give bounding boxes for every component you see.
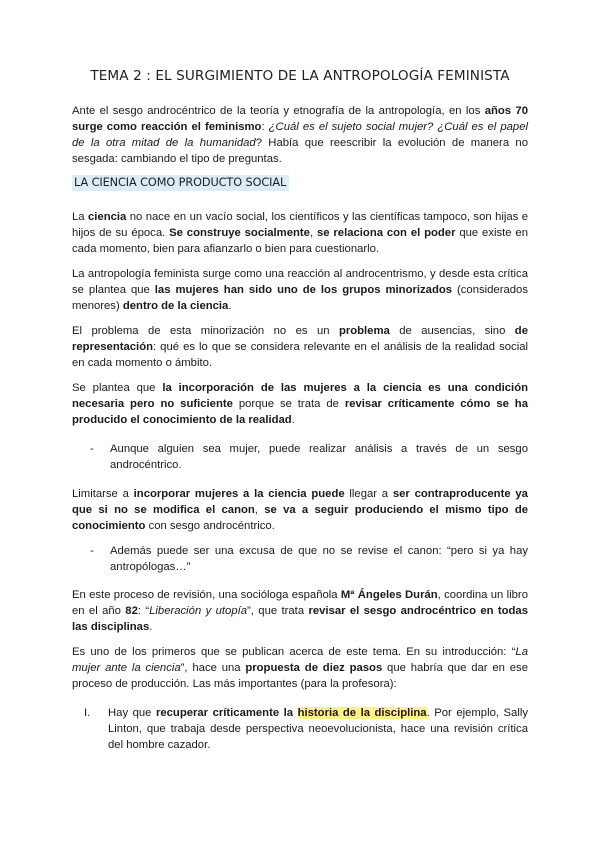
p3-text-1: El problema de esta minorización no es un [72, 325, 339, 337]
p3-bold-1: problema [338, 325, 390, 337]
p5-bold-3: se va a seguir produciendo el mismo tipo de conocimiento [72, 504, 528, 532]
p3-text-3: : qué es lo que se considera relevante en el análisis de la realidad social en cada momento o ámbito. [72, 341, 528, 369]
p5-text-3: , [254, 504, 265, 516]
paragraph-ciencia [72, 209, 528, 257]
p5-text-4: con sesgo androcéntrico. [145, 520, 275, 532]
bullet-marker: - [90, 443, 94, 455]
bullet-marker: - [90, 545, 94, 557]
page-title: TEMA 2 : EL SURGIMIENTO DE LA ANTROPOLOGÍA FEMINISTA [90, 68, 510, 84]
p2-bold-1: las mujeres han sido uno de los grupos minorizados [154, 284, 453, 296]
paragraph-antropologia [72, 266, 528, 314]
p2-text-2: (considerados menores) [72, 284, 528, 312]
intro-text-1: Ante el sesgo androcéntrico de la teoría y etnografía de la antropología, en los [72, 105, 485, 117]
intro-paragraph [72, 103, 528, 167]
bullet-text: Aunque alguien sea mujer, puede realizar análisis a través de un sesgo androcéntrico. [110, 443, 528, 471]
p7-bold-1: propuesta de diez pasos [245, 662, 383, 674]
p1-text-1: La [72, 211, 88, 223]
p2-text-3: . [228, 300, 232, 312]
item1-text-3: . Por ejemplo, Sally Linton, que trabaja desde perspectiva neoevolucionista, hace una revisión crítica del hombre cazador. [108, 707, 529, 751]
p1-bold-1: ciencia [88, 211, 127, 223]
p4-text-2: porque se trata de [232, 398, 345, 410]
p6-bold-3: revisar el sesgo androcéntrico en todas las disciplinas [72, 605, 529, 633]
p6-text-3: : “ [137, 605, 150, 617]
intro-text-2: : [261, 121, 269, 133]
p3-text-2: de ausencias, sino [389, 325, 515, 337]
paragraph-incorporacion [72, 380, 528, 428]
p7-italic-1: La mujer ante la ciencia [72, 646, 528, 674]
bullet-text: Además puede ser una excusa de que no se revise el canon: “pero si ya hay antropólogas…” [110, 545, 528, 573]
item1-bold-1: recuperar críticamente la [155, 707, 294, 719]
section-heading: LA CIENCIA COMO PRODUCTO SOCIAL [72, 175, 289, 191]
p1-text-2: no nace en un vacío social, los científicos y las científicas tampoco, son hijas e hijos de su época. [72, 211, 528, 239]
item1-text-1: Hay que [108, 707, 156, 719]
p2-text-1: La antropología feminista surge como una reacción al androcentrismo, y desde esta crítica se plantea que [72, 268, 528, 296]
p6-text-4: ”, que trata [247, 605, 309, 617]
p4-text-1: Se plantea que [72, 382, 163, 394]
intro-text-3: ? Había que reescribir la evolución de manera no sesgada: cambiando el tipo de preguntas. [72, 137, 528, 165]
p7-text-3: que habría que dar en ese proceso de producción. Las más importantes (para la profesora): [72, 662, 528, 690]
paragraph-revision [72, 587, 528, 635]
p5-bold-2: ser contraproducente ya que si no se modifica el canon [72, 488, 528, 516]
p7-text-2: ”, hace una [180, 662, 246, 674]
intro-bold-1: años 70 surge como reacción el feminismo [72, 105, 528, 133]
p5-text-2: llegar a [344, 488, 393, 500]
p3-bold-2: de representación [72, 325, 528, 353]
paragraph-limitarse [72, 486, 528, 534]
p1-text-3: , [309, 227, 317, 239]
p6-text-5: . [149, 621, 153, 633]
intro-italic-1: ¿Cuál es el sujeto social mujer? ¿Cuál es el papel de la otra mitad de la humanidad [72, 121, 528, 149]
p7-text-1: Es uno de los primeros que se publican acerca de este tema. En su introducción: “ [72, 646, 516, 658]
p6-text-1: En este proceso de revisión, una socióloga española [72, 589, 341, 601]
numbered-marker: I. [84, 707, 91, 719]
p6-bold-2: 82 [125, 605, 138, 617]
p4-bold-2: revisar críticamente cómo se ha producido el conocimiento de la realidad [72, 398, 528, 426]
paragraph-introduccion [72, 644, 528, 692]
p1-bold-2: Se construye socialmente [169, 227, 310, 239]
p6-italic-1: Liberación y utopía [149, 605, 248, 617]
p1-bold-3: se relaciona con el poder [316, 227, 456, 239]
p4-bold-1: la incorporación de las mujeres a la ciencia es una condición necesaria pero no suficiente [72, 382, 528, 410]
p1-text-4: que existe en cada momento, bien para afianzarlo o bien para cuestionarlo. [72, 227, 528, 255]
numbered-text [108, 705, 528, 753]
p2-bold-2: dentro de la ciencia [122, 300, 229, 312]
p5-text-1: Limitarse a [72, 488, 134, 500]
paragraph-minorizacion [72, 323, 528, 371]
item1-text-2 [293, 707, 298, 719]
p6-bold-1: Mª Ángeles Durán [340, 589, 438, 601]
p4-text-3: . [291, 414, 295, 426]
highlighted-term: historia de la disciplina [297, 707, 427, 719]
p6-text-2: , coordina un libro en el año [72, 589, 528, 617]
p5-bold-1: incorporar mujeres a la ciencia puede [133, 488, 345, 500]
